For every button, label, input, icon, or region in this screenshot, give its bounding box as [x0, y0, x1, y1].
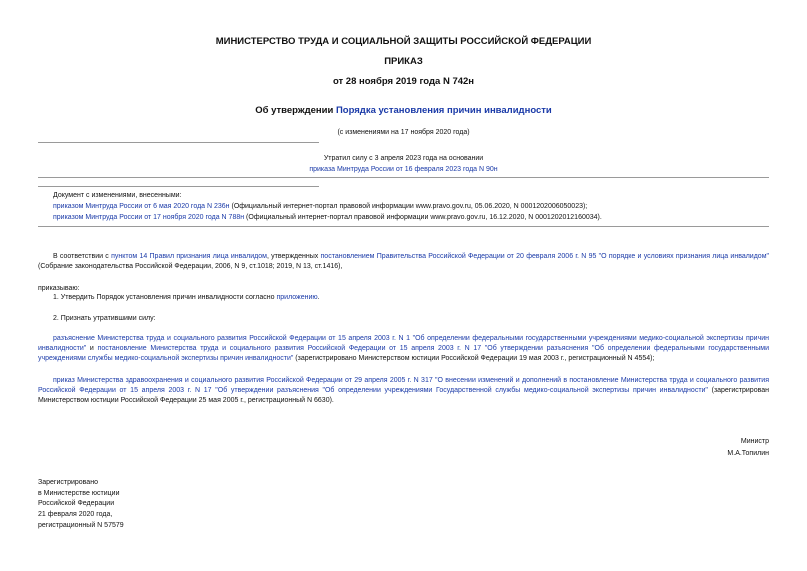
preamble-text: В соответствии с: [53, 253, 112, 260]
change-source: (Официальный интернет-портал правовой информации www.pravo.gov.ru, 05.06.2020, N 0001202006050023);: [229, 203, 588, 210]
signature-name: М.А.Топилин: [727, 450, 769, 457]
signature-position: Министр: [740, 438, 769, 445]
title-link[interactable]: Порядка установления причин инвалидности: [335, 105, 552, 116]
divider: [38, 177, 769, 178]
item-1: [53, 293, 320, 302]
appendix-link[interactable]: приложению: [276, 294, 318, 301]
change-link[interactable]: приказом Минтруда России от 17 ноября 2020 года N 788н: [53, 214, 245, 221]
changes-heading: Документ с изменениями, внесенными:: [53, 192, 182, 199]
order-317-link[interactable]: приказ Министерства здравоохранения и социального развития Российской Федерации от 29 апреля 2005 г. N 317 "О внесении изменений и дополнений в постановление Министерства труда и социального развития Российской Федерации от 15 апреля 2003 г. N 17 "Об утверждении разъяснения "Об определении учреждениями Государственной службы медико-социальной экспертизы причин инвалидности": [38, 377, 769, 394]
repealed-paragraph: [38, 334, 769, 364]
registration-line: регистрационный N 57579: [38, 522, 124, 529]
item-1-text: 1. Утвердить Порядок установления причин инвалидности согласно: [53, 294, 277, 301]
expired-order-link[interactable]: приказа Минтруда России от 16 февраля 2023 года N 90н: [309, 166, 498, 173]
registration-line: 21 февраля 2020 года,: [38, 511, 113, 518]
decree-link[interactable]: постановление Министерства труда и социального развития Российской Федерации от 15 апреля 2003 г. N 17 "Об утверждении разъяснения "Об определении федеральными государственными учреждениями службы медико-социальной экспертизы причин инвалидности": [38, 345, 769, 362]
paragraph-text: (зарегистрировано Министерством юстиции Российской Федерации 19 мая 2003 г., регистрационный N 4554);: [293, 355, 655, 362]
change-link[interactable]: приказом Минтруда России от 6 мая 2020 года N 236н: [53, 203, 230, 210]
preamble-text: (Собрание законодательства Российской Федерации, 2006, N 9, ст.1018; 2019, N 13, ст.1416),: [38, 263, 343, 270]
document-type: ПРИКАЗ: [384, 56, 423, 67]
expired-note: Утратил силу с 3 апреля 2023 года на основании: [323, 155, 484, 162]
rules-link[interactable]: пунктом 14 Правил признания лица инвалидом: [111, 253, 267, 260]
change-item: [53, 202, 587, 211]
amended-note: (с изменениями на 17 ноября 2020 года): [337, 129, 470, 136]
registration-line: Российской Федерации: [38, 500, 115, 507]
government-decree-link[interactable]: постановлением Правительства Российской Федерации от 20 февраля 2006 г. N 95 "О порядке и условиях признания лица инвалидом": [320, 253, 769, 260]
clarification-link[interactable]: разъяснение Министерства труда и социального развития Российской Федерации от 15 апреля 2003 г. N 1 "Об определении федеральными государственными учреждениями медико-социальной экспертизы причин инвалидности": [38, 335, 769, 352]
registration-line: в Министерстве юстиции: [38, 490, 120, 497]
item-1-end: .: [317, 294, 320, 301]
preamble-text: , утвержденных: [266, 253, 321, 260]
paragraph-text: и: [86, 345, 98, 352]
paragraph-text: (зарегистрирован Министерством юстиции Российской Федерации 25 мая 2005 г., регистрационный N 6630).: [38, 387, 769, 404]
change-item: [53, 213, 602, 222]
item-2: 2. Признать утратившими силу:: [53, 315, 156, 322]
change-source: (Официальный интернет-портал правовой информации www.pravo.gov.ru, 16.12.2020, N 0001202012160034).: [244, 214, 602, 221]
preamble-paragraph: [38, 252, 769, 272]
order-date-number: от 28 ноября 2019 года N 742н: [332, 76, 475, 87]
document-title: [0, 105, 807, 117]
divider: [38, 226, 769, 227]
repealed-paragraph: [38, 376, 769, 406]
divider: [38, 142, 319, 143]
order-word: приказываю:: [38, 285, 80, 292]
title-prefix: Об утверждении: [255, 105, 336, 116]
registration-line: Зарегистрировано: [38, 479, 98, 486]
ministry-heading: МИНИСТЕРСТВО ТРУДА И СОЦИАЛЬНОЙ ЗАЩИТЫ РОССИЙСКОЙ ФЕДЕРАЦИИ: [215, 36, 592, 47]
divider: [38, 186, 319, 187]
